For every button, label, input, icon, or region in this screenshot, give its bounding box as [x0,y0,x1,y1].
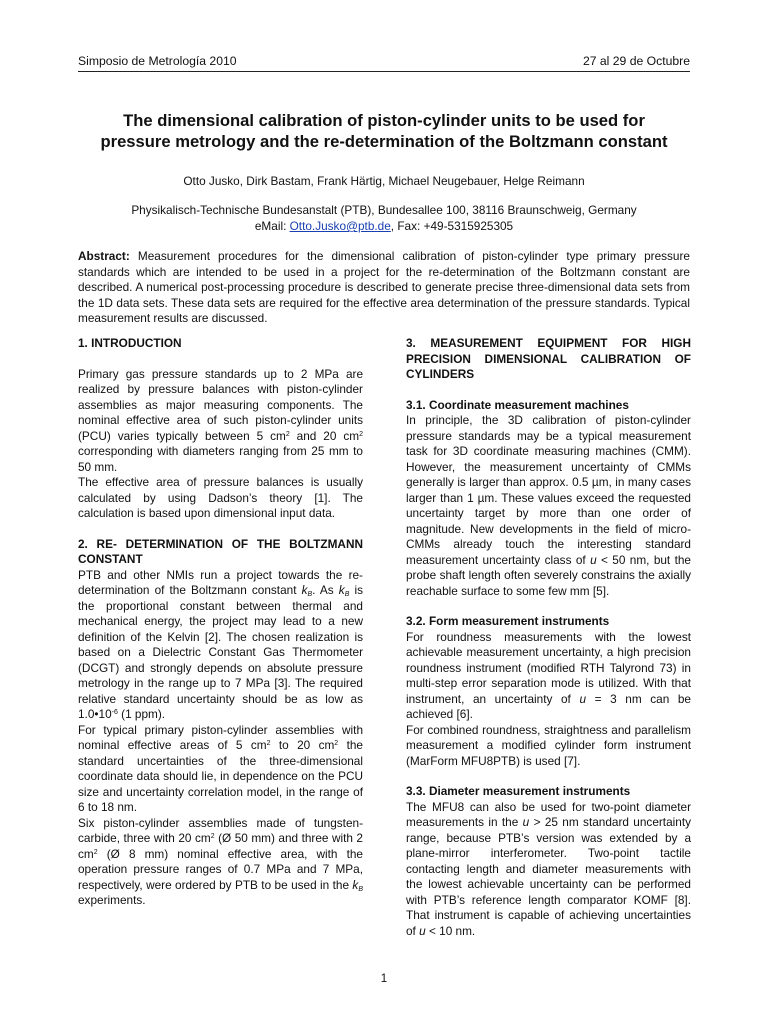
affiliation-block [78,202,690,234]
section-3-heading: 3. MEASUREMENT EQUIPMENT FOR HIGH PRECISION DIMENSIONAL CALIBRATION OF CYLINDERS [406,336,691,381]
left-column [78,336,363,909]
section-2-paragraph-2: For typical primary piston-cylinder assemblies with nominal effective areas of 5 $cm^2$ to 20 $cm^2$ the standard uncertainties of the three-dimensional coordinate data should lie, in dependence on the PCU size and uncertainty correlation model, in the range of 6 to 18 nm. [78,722,363,814]
title-line-1: The dimensional calibration of piston-cylinder units to be used for [123,111,645,130]
abstract-label: Abstract: [78,249,130,263]
section-1-paragraph-1: Primary gas pressure standards up to 2 MPa are realized by pressure balances with piston-cylinder assemblies as major measuring components. The nominal effective area of such piston-cylinder units (PCU) varies typically between 5 $cm^2$ and 20 $cm^2$ corresponding with diameters ranging from 25 mm to 50 mm. [78,366,363,474]
section-3-1-heading: 3.1. Coordinate measurement machines [406,397,629,412]
header-conference: Simposio de Metrología 2010 [78,54,237,68]
section-2-heading: 2. RE- DETERMINATION OF THE BOLTZMANN CONSTANT [78,536,363,566]
title-line-2: pressure metrology and the re-determination of the Boltzmann constant [100,132,668,151]
section-3-2-heading: 3.2. Form measurement instruments [406,614,610,628]
header-dates: 27 al 29 de Octubre [582,54,690,68]
right-column [406,336,691,939]
paper-title [60,110,708,152]
section-2-paragraph-3: Six piston-cylinder assemblies made of tungsten-carbide, three with 20 $cm^2$ (Ø 50 mm) and three with 2 $cm^2$ (Ø 8 mm) nominal effective area, with the operation pressure ranges of 0.7 MPa and 7 MPa, respectively, were ordered by PTB to be used in the $k_B$ experiments. [78,815,363,907]
section-1-heading: 1. INTRODUCTION [78,336,182,350]
running-header [78,54,690,72]
fax-text: , Fax: +49-5315925305 [390,219,514,233]
section-3-1-paragraph: In principle, the 3D calibration of piston-cylinder pressure standards may be a typical measurement task for 3D coordinate measuring machines (CMM). However, the measurement uncertainty of CMMs generally is larger than approx. 0.5 µm, in many cases larger than 1 µm. These values exceed the requested uncertainty target by more than one order of magnitude. New developments in the field of micro-CMMs already touch the interesting standard measurement uncertainty class of u < 50 nm, but the probe shaft length often severely constrains the axially reachable surface to some few mm [5]. [406,413,691,598]
section-1-paragraph-2: The effective area of pressure balances is usually calculated by using Dadson’s theory [1]. The calculation is based upon dimensional input data. [78,475,363,520]
section-3-3-heading: 3.3. Diameter measurement instruments [406,784,631,798]
institute-address: Physikalisch-Technische Bundesanstalt (PTB), Bundesallee 100, 38116 Braunschweig, Germany [131,203,637,217]
email-label: eMail: [254,219,290,233]
email-link[interactable]: Otto.Jusko@ptb.de [289,219,391,233]
section-2-paragraph-1: PTB and other NMIs run a project towards the re-determination of the Boltzmann constant $k_B$. As $k_B$ is the proportional constant between thermal and mechanical energy, the project may lead to a new definition of the Kelvin [2]. The chosen realization is based on a Dielectric Constant Gas Thermometer (DCGT) and strongly depends on absolute pressure metrology in the range up to 7 MPa [3]. The required relative standard uncertainty should be as low as $1.0•10^{-6}$ (1 ppm). [78,567,363,721]
page-number: 1 [380,973,388,985]
author-list: Otto Jusko, Dirk Bastam, Frank Härtig, Michael Neugebauer, Helge Reimann [183,174,585,188]
section-3-2-paragraph-1: For roundness measurements with the lowest achievable measurement uncertainty, a high precision roundness instrument (modified RTH Talyrond 73) in multi-step error separation mode is utilized. With that instrument, an uncertainty of u = 3 nm can be achieved [6]. [406,629,691,721]
section-3-3-paragraph: The MFU8 can also be used for two-point diameter measurements in the u > 25 nm standard uncertainty range, because PTB’s version was extended by a plane-mirror interferometer. Two-point tactile contacting length and diameter measurements with the lowest achievable uncertainty can be performed with PTB’s reference length comparator KOMF [8]. That instrument is capable of achieving uncertainties of u < 10 nm. [406,799,692,938]
contact-line [78,218,690,234]
section-3-2-paragraph-2: For combined roundness, straightness and parallelism measurement a modified cylinder form instrument (MarForm MFU8PTB) is used [7]. [406,722,691,768]
abstract [78,249,690,327]
abstract-text: Measurement procedures for the dimensional calibration of piston-cylinder type primary pressure standards which are intended to be used in a project for the re-determination of the Boltzmann constant are described. A numerical post-processing procedure is described to generate precise three-dimensional data sets from the 1D data sets. These data sets are required for the effective area determination of the pressure standards. Typical measurement results are discussed. [78,249,690,325]
